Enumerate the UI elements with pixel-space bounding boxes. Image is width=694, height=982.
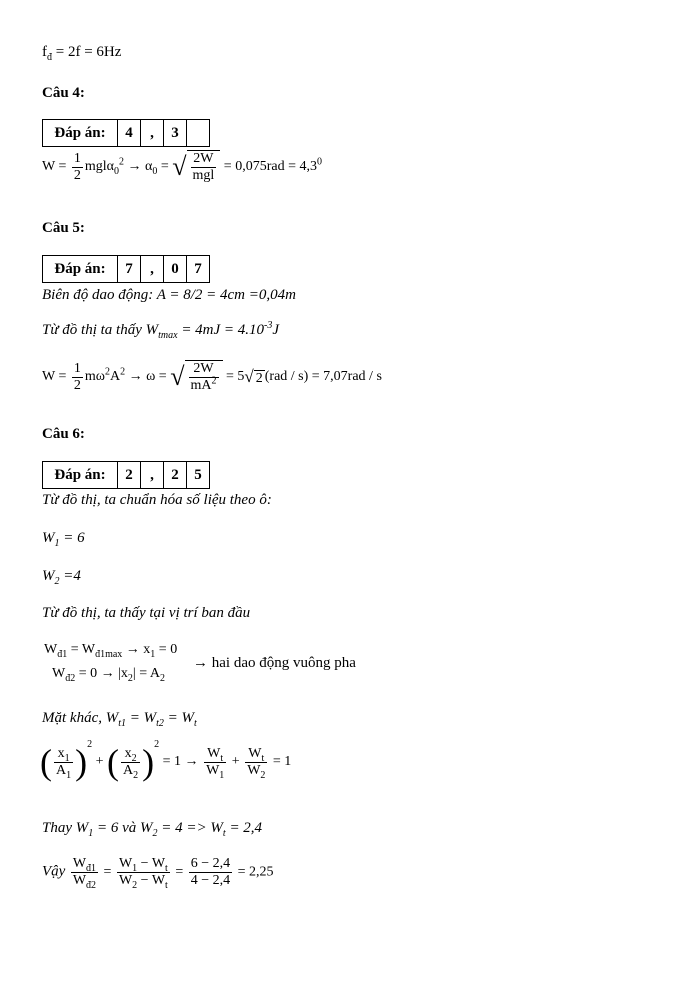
answer-cell: 5 [187,462,210,489]
cau6-substitute-line: Thay $W_1 = 6$ và $W_2 = 4 => W_t = 2,4$ [42,820,263,839]
cau6-mat-khac-line: Mặt khác, $W_{t1} = W_{t2} = W_t$ [42,710,197,729]
cau5-energy-line: Từ đồ thị ta thấy $W_{tmax} = 4mJ = 4.10^{-3}J$ [42,320,280,341]
cau5-amplitude-line: Biên độ dao động: A = 8/2 = 4cm =0,04m [42,287,296,303]
cau6-normalize-line: Từ đồ thị, ta chuẩn hóa số liệu theo ô: [42,492,272,508]
answer-cell: 3 [164,120,187,147]
answer-cell: 4 [118,120,141,147]
cau6-system-row1: $W_{đ1} = W_{đ1max} \to x_1 = 0$ [44,642,178,660]
answer-label: Đáp án: [43,462,118,489]
cau6-final-ratio: Vậy $\frac{W_{đ1}}{W_{đ2}}$ = $\frac{W_1 - W_t}{W_2 - W_t}$ = $\frac{6 - 2,4}{4 - 2,4}$ = 2,25 [42,856,274,891]
cau5-answer-table [42,255,210,283]
cau6-w1-line: $W_1 = 6$ [42,530,85,549]
cau6-system-row2: $W_{đ2} = 0 \to |x_2| = A_2$ [52,666,165,684]
cau5-formula: W = $\frac{1}{2}$ $m\omega^2A^2 \to \omega$ = √ $\frac{2W}{mA^2}$ = 5√ 2 (rad / s) = 7,07rad / s [42,360,382,393]
cau4-title: Câu 4: [42,85,85,101]
answer-cell: , [141,256,164,283]
frequency-line: $f_đ = 2f = 6Hz$ [42,44,122,63]
cau4-formula: W = $\frac{1}{2}$ $mgl\alpha_0^2 \to \alpha_0$ = √ $\frac{2W}{\text{mgl}}$ = $0,075rad = 4,3^0$ [42,150,322,183]
answer-label: Đáp án: [43,256,118,283]
cau6-system-result: → hai dao động vuông pha [193,655,356,671]
cau4-answer-table [42,119,210,147]
cau6-title: Câu 6: [42,426,85,442]
answer-cell: , [141,120,164,147]
answer-cell [187,120,210,147]
answer-cell: 0 [164,256,187,283]
answer-cell: 2 [164,462,187,489]
cau6-initial-position-line: Từ đồ thị, ta thấy tại vị trí ban đầu [42,605,251,621]
answer-cell: 7 [187,256,210,283]
cau6-w2-line: $W_2 =4$ [42,568,81,587]
cau6-energy-equation: ( $\frac{x_1}{A_1}$ )$^2$ + ( $\frac{x_2}{A_2}$ )$^2$ = 1 → $\frac{W_t}{W_1}$ + $\frac{W_t}{W_2}$ = 1 [40,739,292,782]
answer-cell: , [141,462,164,489]
answer-cell: 2 [118,462,141,489]
answer-cell: 7 [118,256,141,283]
cau5-title: Câu 5: [42,220,85,236]
answer-label: Đáp án: [43,120,118,147]
cau6-answer-table [42,461,210,489]
